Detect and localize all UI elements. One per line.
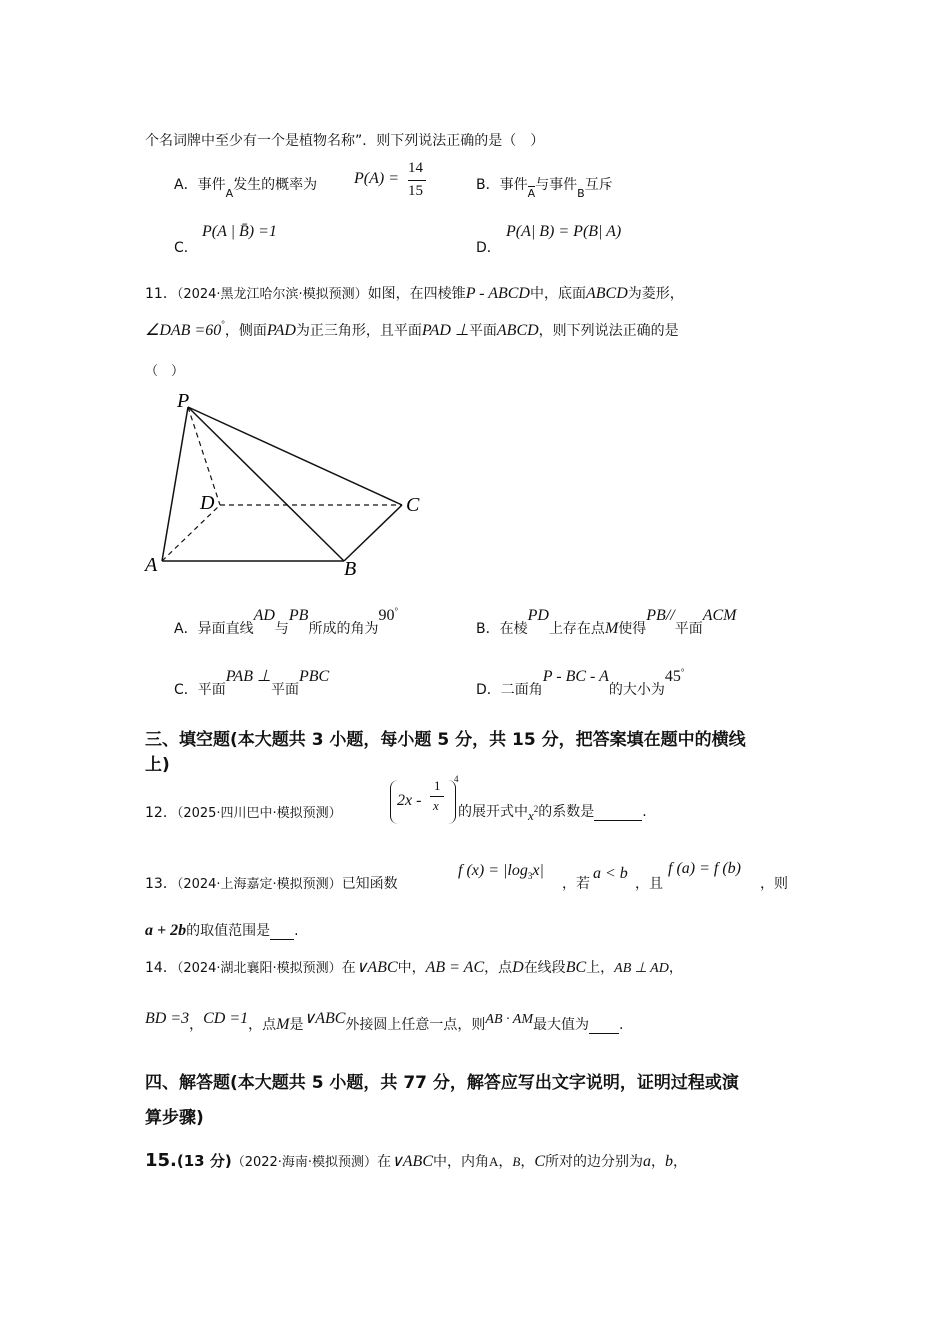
q12-end: . <box>642 804 647 820</box>
q12-number <box>145 802 342 822</box>
q10-d-expr: P(A| B) = P(B| A) <box>506 223 622 240</box>
intro-line: 个名词牌中至少有一个是植物名称”．则下列说法正确的是（ ） <box>145 133 545 149</box>
q14-t9: 外接圆上任意一点，则 <box>345 1017 486 1033</box>
q12-var-pow: 2 <box>533 804 539 814</box>
q13-line2 <box>145 920 299 940</box>
q11-c-plane: 平面 <box>270 682 299 698</box>
q13-source: （2024·上海嘉定·模拟预测） <box>176 877 342 892</box>
q14-pt: D <box>512 959 524 976</box>
q11-d-text: 的大小为 <box>608 682 665 698</box>
q11-d-label: D．二面角 <box>476 682 543 698</box>
q11-option-a <box>174 605 399 637</box>
edge-PB <box>188 407 344 561</box>
q12-tail <box>458 801 647 821</box>
q13-line1 <box>145 873 398 893</box>
q11-a-l2: PB <box>288 607 309 624</box>
q14-t1: 在 <box>341 960 356 976</box>
q14-bd: BD =3 <box>145 1010 190 1027</box>
edge-BC <box>344 505 402 561</box>
q11-t4: ，侧面 <box>224 323 267 339</box>
q11-a-deg: ° <box>394 606 399 616</box>
q11-face2: PAD ⊥ <box>421 322 469 339</box>
q11-b-text2: 使得 <box>618 621 647 637</box>
q10-b-prefix: B．事件 <box>476 177 528 193</box>
q10-c-expr: P(A | B̄) =1 <box>202 223 277 240</box>
q11-a-label: A．异面直线 <box>174 621 254 637</box>
q13-t2-text: ，若 <box>562 876 590 892</box>
q15-c1: ， <box>498 1154 513 1170</box>
q11-line2 <box>145 320 679 340</box>
q11-c-pbc: PBC <box>298 668 330 685</box>
q15-a: A <box>489 1154 499 1169</box>
q14-end: . <box>619 1017 624 1033</box>
q14-seg: BC <box>565 959 587 976</box>
q11-a-l1: AD <box>253 607 275 624</box>
q15-t1: 在 <box>377 1154 392 1170</box>
q14-t4: 在线段 <box>523 960 566 976</box>
q13-t4: ，则 <box>760 876 788 892</box>
q10-a-prefix: A．事件 <box>174 177 226 193</box>
pyramid-figure <box>140 385 440 585</box>
q10-d-label: D． <box>476 240 501 256</box>
q10-b-suffix: 互斥 <box>584 177 613 193</box>
q15-number: 15. <box>145 1150 177 1171</box>
q14-line1 <box>145 957 683 977</box>
q14-m: M <box>276 1016 290 1033</box>
q12-expr-a: 2x - <box>397 792 422 809</box>
q11-number: 11． <box>145 286 177 302</box>
q12-source: （2025·四川巴中·模拟预测） <box>176 806 342 821</box>
q11-t1: 如图，在四棱锥 <box>367 286 466 302</box>
q11-b-label: B．在棱 <box>476 621 528 637</box>
q13-func-end: x| <box>532 862 544 879</box>
q11-a-with: 与 <box>274 621 289 637</box>
q12-power: 4 <box>454 774 459 784</box>
q13-number: 13． <box>145 876 177 892</box>
q13-func-text: f (x) = |log <box>458 862 528 879</box>
q15-b: B <box>512 1154 521 1169</box>
q11-t3: 为菱形， <box>627 286 684 302</box>
q11-d-val: 45 <box>664 668 681 685</box>
q10-b-event1: A <box>527 187 536 200</box>
q14-dot: AB · AM <box>485 1012 533 1027</box>
q10-option-a <box>174 174 318 200</box>
q12-t2: 的系数是 <box>538 804 595 820</box>
q15-c4: ， <box>673 1154 688 1170</box>
q11-b-text: 上存在点 <box>548 621 605 637</box>
q11-angle: ∠DAB =60 <box>145 322 222 339</box>
edge-PC <box>188 407 402 505</box>
q14-source: （2024·湖北襄阳·模拟预测） <box>176 961 342 976</box>
q11-t2: 中，底面 <box>529 286 586 302</box>
q13-t2 <box>562 873 590 893</box>
q11-paren: （ ） <box>145 364 185 379</box>
label-D: D <box>200 492 215 514</box>
q12-t1: 的展开式中 <box>458 804 528 820</box>
q13-eq: f (a) = f (b) <box>668 860 741 877</box>
q11-base: ABCD <box>585 285 628 302</box>
q11-a-text: 所成的角为 <box>308 621 379 637</box>
edge-PD <box>188 407 220 505</box>
q14-eq1: AB = AC <box>425 959 485 976</box>
q11-c-pab: PAB ⊥ <box>225 668 271 685</box>
q12-frac-bar <box>430 796 444 797</box>
label-A: A <box>145 554 158 576</box>
section4-title: 四、解答题(本大题共 5 小题，共 77 分，解答应写出文字说明，证明过程或演 <box>145 1073 739 1093</box>
q11-b-point: M <box>604 620 619 637</box>
label-P: P <box>177 390 190 412</box>
q15-source: （2022·海南·模拟预测） <box>231 1155 378 1170</box>
q13-t5: 的取值范围是 <box>186 923 271 939</box>
q11-deg: ° <box>221 319 225 329</box>
q10-a-expr: P(A) = <box>354 170 399 187</box>
section4-title-line2: 算步骤) <box>145 1108 204 1128</box>
q14-comma: ， <box>189 1017 204 1033</box>
q15-sa: a <box>643 1153 652 1170</box>
q10-a-num: 14 <box>408 160 423 176</box>
q10-a-den: 15 <box>408 183 423 199</box>
q13-cond: a < b <box>593 865 628 882</box>
q14-t6: ， <box>668 960 683 976</box>
q11-option-b <box>476 605 737 637</box>
q14-t7: ，点 <box>248 1017 277 1033</box>
q14-t3: ，点 <box>484 960 513 976</box>
q10-a-event: A <box>225 187 234 200</box>
q13-expr: a + 2b <box>145 922 187 939</box>
q10-option-b <box>476 174 613 200</box>
q11-base2: ABCD <box>496 322 539 339</box>
q15-t3: 所对的边分别为 <box>545 1154 644 1170</box>
edge-PA <box>162 407 188 561</box>
q11-line1 <box>145 283 684 303</box>
q13-func <box>458 860 544 880</box>
q11-t7: ，则下列说法正确的是 <box>538 323 679 339</box>
q11-option-d <box>476 666 685 698</box>
q11-d-deg: ° <box>680 667 685 677</box>
q14-cd: CD =1 <box>203 1010 249 1027</box>
q14-t2: 中， <box>397 960 426 976</box>
q11-b-acm: ACM <box>702 607 737 624</box>
q13-func-base: 3 <box>527 871 533 881</box>
label-B: B <box>344 558 357 580</box>
q14-t8: 是 <box>289 1017 304 1033</box>
q13-t1: 已知函数 <box>341 876 398 892</box>
q11-face: PAD <box>266 322 296 339</box>
q15-c: C <box>534 1153 546 1170</box>
q11-b-plane: 平面 <box>674 621 703 637</box>
q15-score: (13 分) <box>176 1152 232 1170</box>
label-C: C <box>406 494 420 516</box>
q12-answer-blank[interactable] <box>594 806 642 821</box>
q11-option-c <box>174 666 330 698</box>
q11-b-par: PB// <box>646 607 675 624</box>
q10-a-middle: 发生的概率为 <box>233 177 318 193</box>
q10-b-middle: 与事件 <box>535 177 578 193</box>
q15-c3: ， <box>651 1154 666 1170</box>
q14-answer-blank[interactable] <box>589 1019 619 1034</box>
q14-line2 <box>145 1008 624 1033</box>
q13-answer-blank[interactable] <box>270 925 294 940</box>
q10-c-label: C． <box>174 240 198 256</box>
q11-pyramid: P - ABCD <box>465 285 530 302</box>
q12-frac-num: 1 <box>434 778 441 793</box>
q12-frac-den: x <box>433 798 439 813</box>
q14-perp: AB ⊥ AD <box>614 961 669 976</box>
q11-d-expr: P - BC - A <box>542 668 609 685</box>
q11-source: （2024·黑龙江哈尔滨·模拟预测） <box>176 287 368 302</box>
q14-t5: 上， <box>586 960 615 976</box>
q11-b-edge: PD <box>527 607 549 624</box>
q14-number: 14． <box>145 960 177 976</box>
q13-t3: ，且 <box>635 876 663 892</box>
q15-t2: 中，内角 <box>433 1154 489 1170</box>
q11-t6: 平面 <box>468 323 497 339</box>
q10-b-event2: B <box>577 187 585 200</box>
q14-tri2: ∨ABC <box>303 1010 346 1027</box>
q15-sb: b <box>665 1153 674 1170</box>
q15-tri: ∨ABC <box>391 1153 433 1170</box>
q15-line1 <box>145 1150 687 1171</box>
q14-tri: ∨ABC <box>355 959 398 976</box>
q12-var: x <box>528 808 534 823</box>
section3-title-line2: 上) <box>145 755 170 775</box>
q12-number-text: 12． <box>145 805 177 821</box>
q10-a-frac-bar <box>408 180 426 181</box>
q13-end: . <box>294 923 299 939</box>
q11-t5: 为正三角形，且平面 <box>295 323 422 339</box>
q14-t10: 最大值为 <box>533 1017 589 1033</box>
q15-c2: ， <box>520 1154 535 1170</box>
q11-a-val: 90 <box>378 607 395 624</box>
q11-c-label: C．平面 <box>174 682 226 698</box>
section3-title: 三、填空题(本大题共 3 小题，每小题 5 分，共 15 分，把答案填在题中的横线 <box>145 730 746 750</box>
